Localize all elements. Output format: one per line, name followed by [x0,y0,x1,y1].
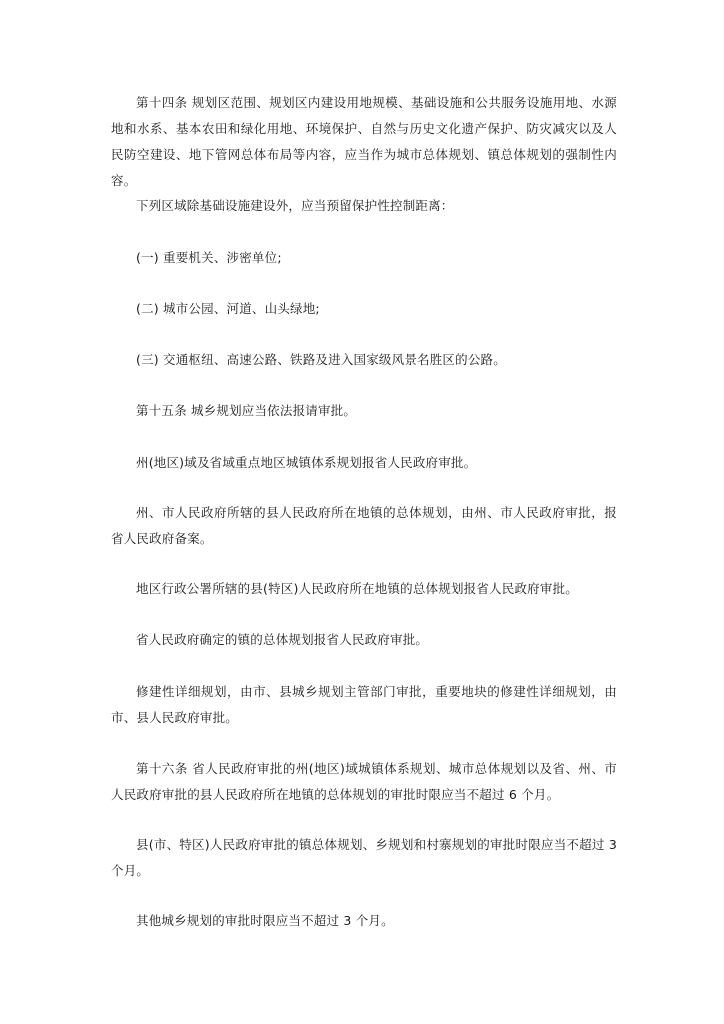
paragraph-item-2: (二) 城市公园、河道、山头绿地; [136,301,320,316]
paragraph-county-town-approval: 州、市人民政府所辖的县人民政府所在地镇的总体规划，由州、市人民政府审批，报省人民政府备案。 [111,505,617,546]
paragraph-item-1: (一) 重要机关、涉密单位; [136,250,282,265]
paragraph-protection-distance: 下列区域除基础设施建设外，应当预留保护性控制距离： [136,198,454,213]
paragraph-other-time-limit: 其他城乡规划的审批时限应当不超过 3 个月。 [136,913,394,928]
paragraph-article-16: 第十六条 省人民政府审批的州(地区)域城镇体系规划、城市总体规划以及省、州、市人民政府审批的县人民政府所在地镇的总体规划的审批时限应当不超过 6 个月。 [111,761,617,802]
paragraph-prefecture-approval: 州(地区)域及省域重点地区城镇体系规划报省人民政府审批。 [136,455,477,470]
paragraph-district-approval: 地区行政公署所辖的县(特区)人民政府所在地镇的总体规划报省人民政府审批。 [136,581,578,596]
paragraph-designated-town-approval: 省人民政府确定的镇的总体规划报省人民政府审批。 [136,632,429,647]
paragraph-county-time-limit: 县(市、特区)人民政府审批的镇总体规划、乡规划和村寨规划的审批时限应当不超过 3 个月。 [111,837,617,878]
paragraph-article-15: 第十五条 城乡规划应当依法报请审批。 [136,403,357,418]
paragraph-item-3: (三) 交通枢纽、高速公路、铁路及进入国家级风景名胜区的公路。 [136,352,506,367]
paragraph-detailed-planning-approval: 修建性详细规划，由市、县城乡规划主管部门审批，重要地块的修建性详细规划，由市、县人民政府审批。 [111,684,617,725]
paragraph-article-14: 第十四条 规划区范围、规划区内建设用地规模、基础设施和公共服务设施用地、水源地和水系、基本农田和绿化用地、环境保护、自然与历史文化遗产保护、防灾减灾以及人民防空建设、地下管网总体布局等内容，应当作为城市总体规划、镇总体规划的强制性内容。 [111,95,617,188]
